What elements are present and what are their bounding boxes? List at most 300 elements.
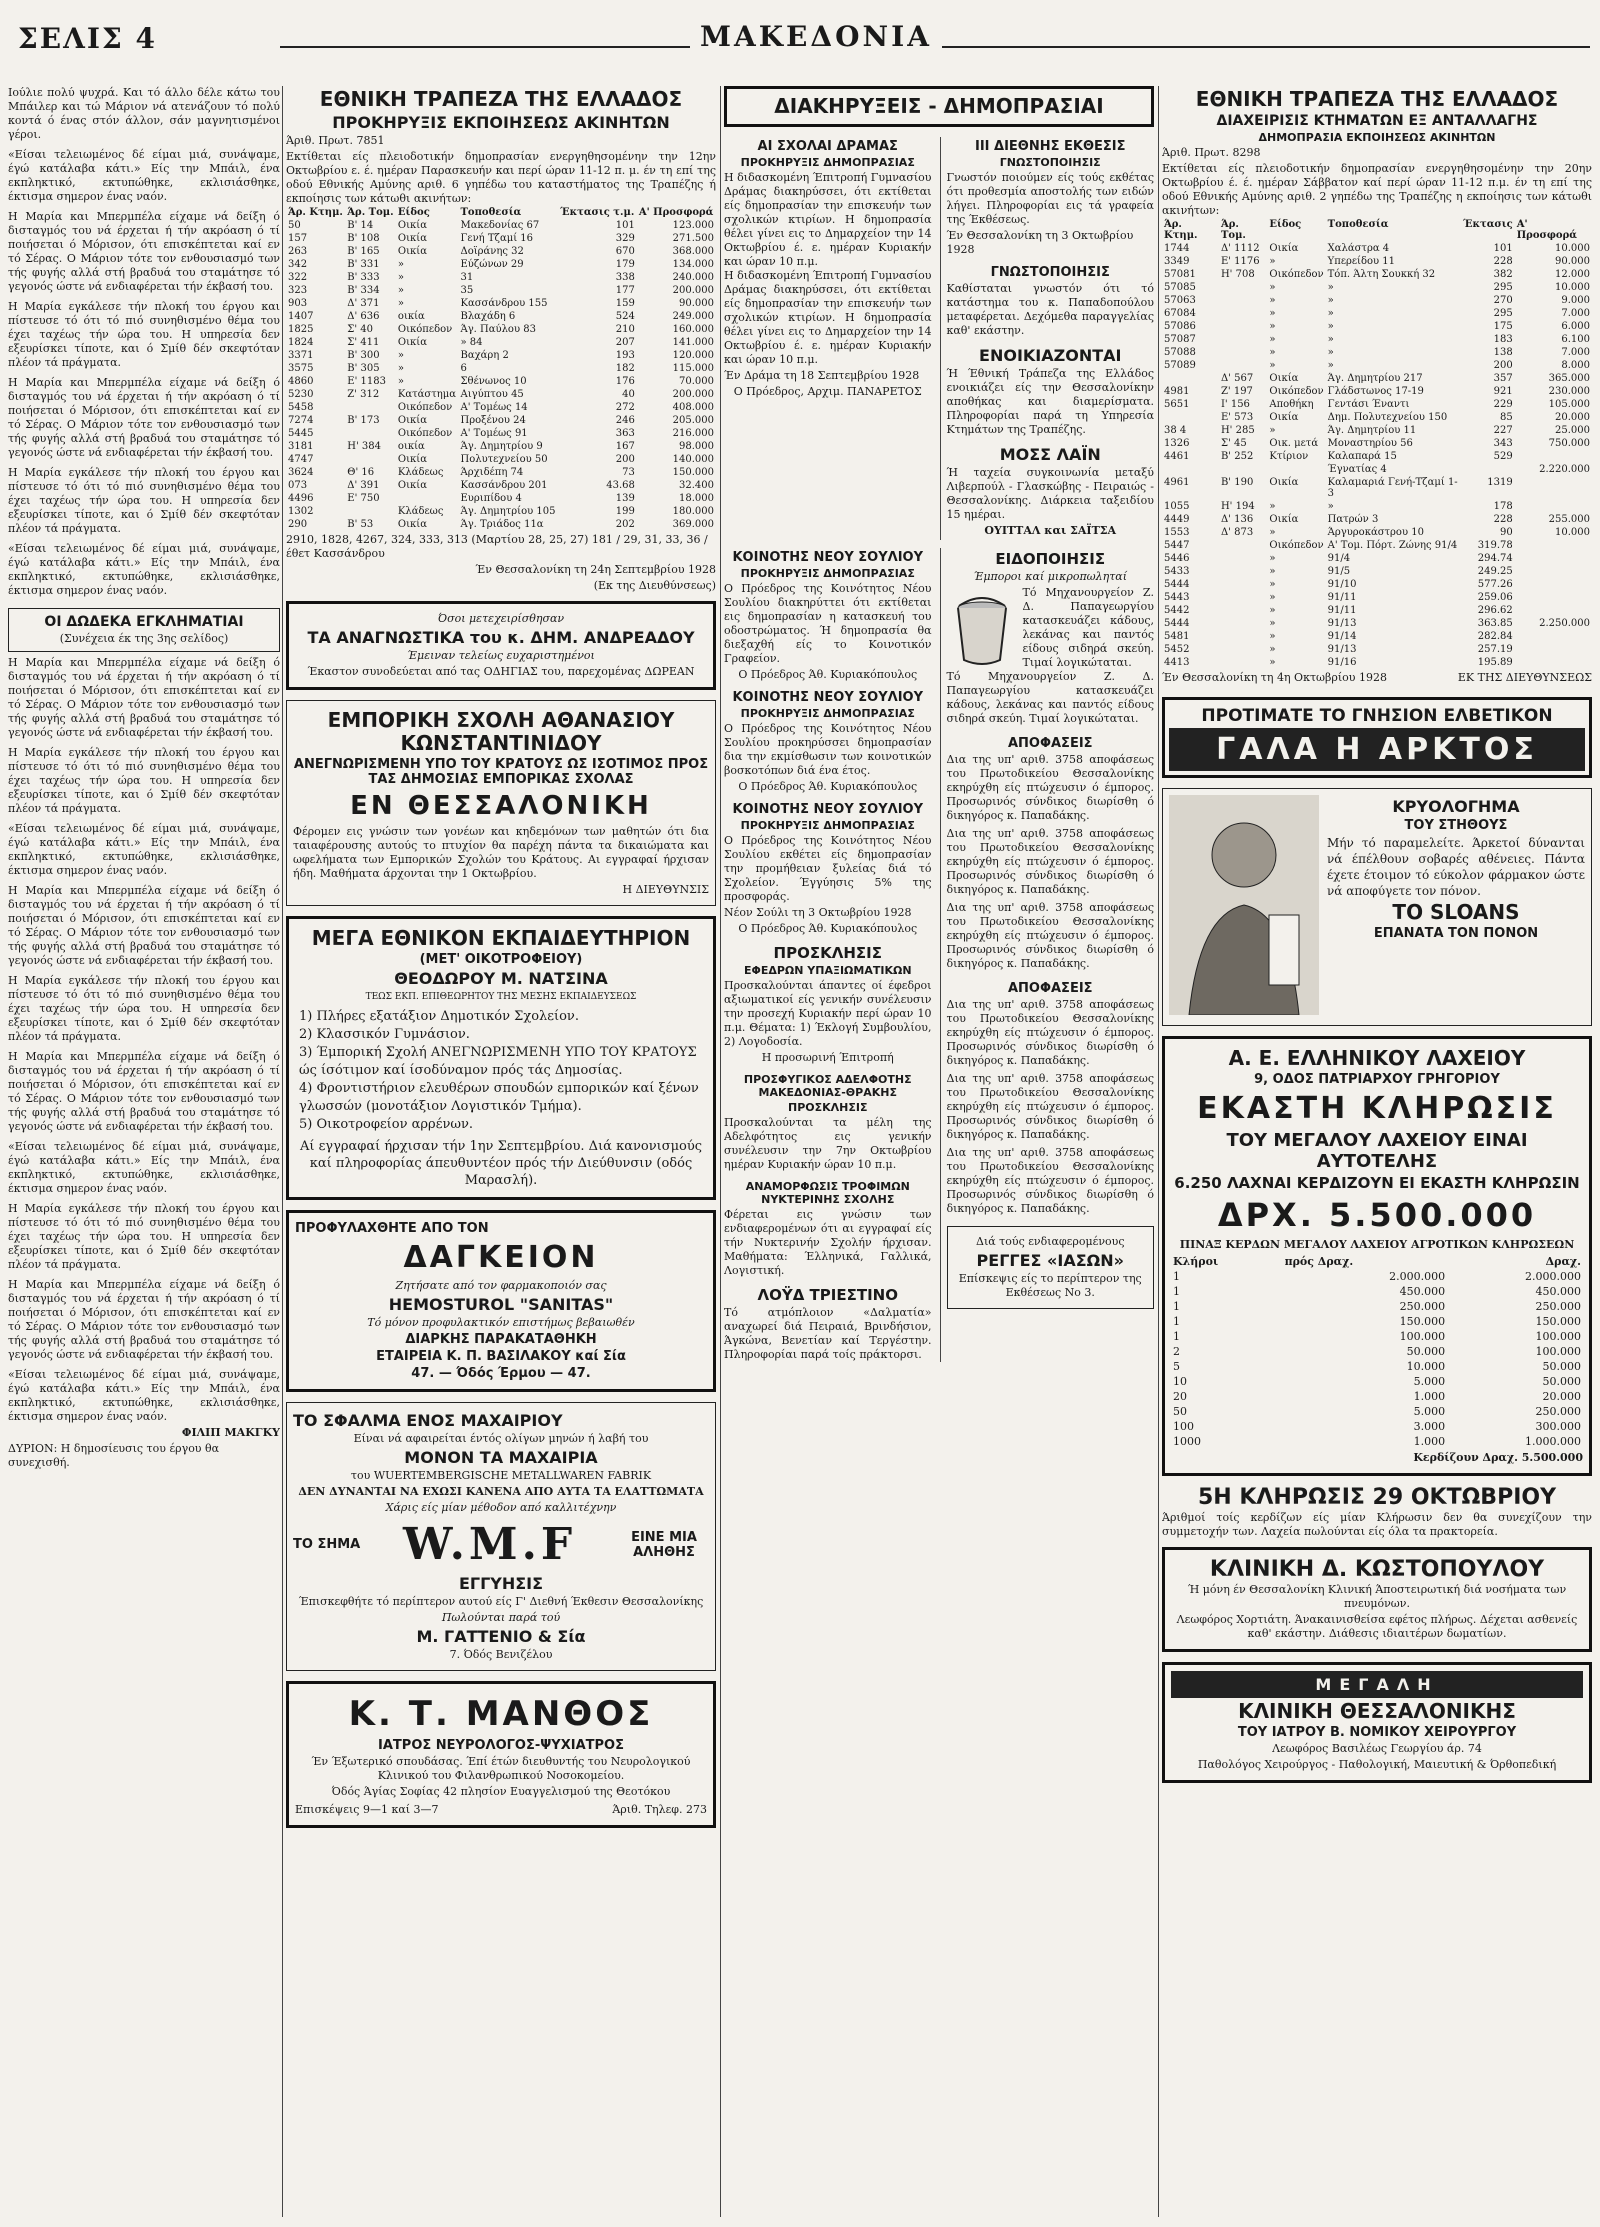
wmf-title: ΤΟ ΣΦΑΛΜΑ ΕΝΟΣ ΜΑΧΑΙΡΙΟΥ [293,1411,563,1430]
clinic-addr: Λεωφόρος Βασιλέως Γεωργίου άρ. 74 [1272,1742,1482,1755]
table-cell: » [1327,360,1334,371]
table-row [1162,437,1592,450]
table-cell: 134.000 [672,259,714,270]
table-cell: 1.000 [1413,1435,1446,1448]
table-cell: 120.000 [672,350,714,361]
table-cell: οικία [397,441,425,452]
table-row [1171,1389,1583,1404]
table-cell: 6.000 [1561,321,1590,332]
table-cell: » [1269,553,1276,564]
table-cell: » [1327,347,1334,358]
lottery-next: 5Η ΚΛΗΡΩΣΙΣ 29 ΟΚΤΩΒΡΙΟΥ [1197,1485,1557,1510]
table-cell: 228 [1493,256,1513,267]
table-cell: 57085 [1164,282,1196,293]
table-cell: 115.000 [672,363,714,374]
table-cell: » [1269,657,1276,668]
village-notices [724,548,932,1362]
table-cell: 1326 [1164,438,1190,449]
table-cell: 90.000 [679,298,714,309]
table-cell [1515,539,1592,552]
table-cell: » [1269,527,1276,538]
lyceum-sub: (ΜΕΤ' ΟΙΚΟΤΡΟΦΕΙΟΥ) [419,952,583,967]
column-divider [282,86,283,2217]
table-cell: 921 [1493,386,1513,397]
list-item: 5) Οικοτροφείον αρρένων. [299,1117,473,1132]
newspaper-title: ΜΑΚΕΔΟΝΙΑ [690,20,942,53]
table-cell [345,401,396,414]
table-cell: 249.25 [1477,566,1513,577]
table-cell: Β' 333 [347,272,380,283]
table-cell: 20.000 [1555,412,1590,423]
iason-ad [947,1226,1155,1309]
clinic-depts: Παθολόγος Χειρούργος - Παθολογική, Μαιευτική & Όρθοπεδική [1197,1758,1557,1771]
wmf-brand-row [293,1519,709,1570]
table-cell: 229 [1493,399,1513,410]
table-cell: 150.000 [1399,1315,1446,1328]
notice-date: Έν Δράμα τη 18 Σεπτεμβρίου 1928 [724,369,920,382]
table-cell [345,505,396,518]
wmf-logo: W.M.F [403,1519,577,1570]
table-cell [1515,630,1592,643]
lyceum-list [299,1008,707,1134]
serial-heading-sub: (Συνέχεια έκ της 3ης σελίδος) [59,632,229,645]
table-cell [1515,500,1592,513]
column-divider [720,86,721,2217]
table-row [1162,346,1592,359]
serial-footer: ΔΥΡΙΟΝ: Η δημοσίευσις του έργου θα συνεχισθή. [8,1442,220,1469]
table-cell: 90 [1500,527,1513,538]
table-cell: Β' 173 [347,415,380,426]
table-cell: 1 [1173,1300,1180,1313]
table-cell [1219,346,1267,359]
table-cell: 139 [615,493,635,504]
table-cell [1515,656,1592,669]
doctor-ad [286,1681,716,1828]
table-cell: Άγ. Δημητρίου 9 [460,441,543,452]
table-cell: 4860 [288,376,314,387]
table-cell: Ζ' 197 [1220,386,1253,397]
table-cell [1461,463,1515,476]
col-header: Κλήροι [1173,1255,1219,1268]
table-cell: 3624 [288,467,314,478]
notice-title: ΛΟΫΔ ΤΡΙΕΣΤΙΝΟ [757,1286,898,1304]
table-cell: 50.000 [1542,1375,1581,1388]
table-cell: 167 [615,441,635,452]
table-cell: Πατρών 3 [1327,514,1379,525]
table-cell [1219,591,1267,604]
table-cell: Δοϊράνης 32 [460,246,524,257]
table-cell: » [1269,282,1276,293]
table-cell: 382 [1493,269,1513,280]
table-cell: 272 [615,402,635,413]
property-table [1162,218,1592,669]
table-cell: 202 [615,519,635,530]
section-header [724,86,1154,127]
table-cell: » [397,350,405,361]
col-header: Έκτασις [1463,219,1513,230]
serial-paragraph: Η Μαρία και Μπερμπέλα είχαμε νά δείξη ό δισταγμός του νά έρχεται ή τήν ακρόαση ό τί ποιήσεται ό Μόρισον, ότι επισκέπτεται καί εν τό Σέρας. Ο Μάριον τότε τον ενθουσιασμό των τής φυγής αλλά στή βραδυά του σταμάτησε τό γεγονός ώστε νά ενδιαφέρεται τήν έκβασή του. [8,1050,280,1133]
table-cell: 70.000 [679,376,714,387]
table-cell: 183 [1493,334,1513,345]
table-cell [1219,281,1267,294]
table-cell [1219,604,1267,617]
table-cell: 7.000 [1561,308,1590,319]
table-cell: 670 [615,246,635,257]
table-cell: 5444 [1164,618,1190,629]
table-cell: Ε' 750 [347,493,380,504]
table-cell [1162,411,1219,424]
dengue-ad [286,1210,716,1392]
table-cell: 91/11 [1327,605,1357,616]
table-cell: Αποθήκη [1269,399,1314,410]
serial-paragraph: Η Μαρία και Μπερμπέλα είχαμε νά δείξη ό δισταγμός του νά έρχεται ή τήν ακρόαση ό τί ποιήσεται ό Μόρισον, ότι επισκέπτεται καί εν τό Σέρας. Ο Μάριον τότε τον ενθουσιασμό των τής φυγής αλλά στή βραδυά του σταμάτησε τό γεγονός ώστε νά ενδιαφέρεται τήν έκβασή του. [8,884,280,967]
table-cell: » [397,376,405,387]
table-cell: » [1269,631,1276,642]
table-cell: » [1269,347,1276,358]
bank-auction-notice [286,88,716,593]
lottery-addr: 9, ΟΔΟΣ ΠΑΤΡΙΑΡΧΟΥ ΓΡΗΓΟΡΙΟΥ [1254,1072,1500,1087]
table-row [286,297,716,310]
clinic-top: ΜΕΓΑΛΗ [1171,1671,1583,1698]
wmf-visit: Έπισκεφθήτε τό περίπτερον αυτού είς Γ' Διεθνή Έκθεσιν Θεσσαλονίκης [298,1595,704,1608]
table-cell: 259.06 [1477,592,1513,603]
reading-books-ad [286,601,716,690]
sloan-title: ΚΡΥΟΛΟΓΗΜΑ [1392,797,1520,816]
table-cell: » [1327,308,1334,319]
table-row [286,518,716,531]
table-cell: Οικόπεδον [1269,386,1324,397]
table-cell: 182 [615,363,635,374]
table-cell: 150.000 [1535,1315,1581,1328]
table-row [286,388,716,401]
bank-signed: ΕΚ ΤΗΣ ΔΙΕΥΘΥΝΣΕΩΣ [1457,671,1592,684]
table-cell: 300.000 [1535,1420,1581,1433]
table-cell: » [1269,295,1276,306]
table-cell: 38 4 [1164,425,1187,436]
table-cell: Δ' 636 [347,311,380,322]
table-cell: 1407 [288,311,314,322]
table-row [1162,463,1592,476]
col-header: Τοποθεσία [460,207,522,218]
table-cell: 210 [615,324,635,335]
table-cell: 50 [288,220,301,231]
table-cell: 5447 [1164,540,1190,551]
list-item: 1) Πλήρες εξατάξιον Δημοτικόν Σχολείον. [299,1009,579,1024]
lottery-total: Κερδίζουν Δραχ. 5.500.000 [1413,1451,1583,1464]
table-cell: 524 [615,311,635,322]
table-row [1162,604,1592,617]
bank-subtitle: ΔΙΑΧΕΙΡΙΣΙΣ ΚΤΗΜΑΤΩΝ ΕΞ ΑΝΤΑΛΛΑΓΗΣ [1216,113,1538,129]
table-cell [1219,643,1267,656]
table-cell: Οικία [397,337,427,348]
table-cell: 408.000 [672,402,714,413]
table-cell: Τόπ. Άλτη Σουκκή 32 [1327,269,1436,280]
doctor-line: Έν Έξωτερικό σπουδάσας. Έπί έτών διευθυντής του Νευρολογικού Κλινικού του Φιλανθρωπικού Νοσοκομείου. [311,1755,691,1782]
table-row [1171,1404,1583,1419]
table-cell: 1319 [1487,477,1513,488]
serial-paragraph: «Είσαι τελειωμένος δέ είμαι μιά, συνάψαμε, έγώ κατάλαβα κάτι.» Είς την Μπάιλ, ένα εκπληκτικό, εκτυπώθηκε, εκλισιάσθηκε, έκτισμα σημερον ένας ναόν. [8,822,280,877]
notice-sub: ΕΦΕΔΡΩΝ ΥΠΑΞΙΩΜΑΤΙΚΩΝ [743,964,912,977]
table-cell: Δ' 1112 [1220,243,1260,254]
table-cell: Οικία [397,220,427,231]
bucket-icon [947,588,1017,668]
table-row [1162,565,1592,578]
table-cell: 282.84 [1477,631,1513,642]
table-cell: » [1327,282,1334,293]
ad-text: Επίσκεψις είς το περίπτερον της Εκθέσεως Νο 3. [958,1272,1142,1299]
table-row [1162,268,1592,281]
lyceum-title: ΜΕΓΑ ΕΘΝΙΚΟΝ ΕΚΠΑΙΔΕΥΤΗΡΙΟΝ [311,926,691,950]
table-cell: 322 [288,272,308,283]
table-cell: 200 [615,454,635,465]
table-cell: Κλάδεως [397,506,444,517]
wmf-brand-right: ΕΙΝΕ ΜΙΑ ΑΛΗΘΗΣ [631,1529,697,1560]
notice-text: Δια της υπ' αριθ. 3758 αποφάσεως του Πρωτοδικείου Θεσσαλονίκης εκηρύχθη είς πτώχευσιν ό έμπορος. Προσωρινός σύνδικος διωρίσθη ό δικηγόρος κ. Παπαδάκης. [946,998,1154,1067]
table-row [286,414,716,427]
table-cell: Γεντάσι Έναντι [1327,399,1410,410]
notice-sign: Ο Πρόεδρος Άθ. Κυριακόπουλος [738,922,918,935]
table-cell: Εύζώνων 29 [460,259,524,270]
table-row [1162,526,1592,539]
table-cell: Γενή Τζαμί 16 [460,233,534,244]
table-row [1162,320,1592,333]
table-cell: 227 [1493,425,1513,436]
table-cell: 5445 [288,428,314,439]
table-row [286,245,716,258]
col-header: Α' Προσφορά [638,207,714,218]
table-row [1162,411,1592,424]
notice-title: ΑΠΟΦΑΣΕΙΣ [1007,981,1093,996]
table-row [1162,242,1592,255]
table-cell: 1824 [288,337,314,348]
table-cell: 271.500 [672,233,714,244]
milk-title: ΓΑΛΑ Η ΑΡΚΤΟΣ [1169,728,1585,771]
table-row [286,284,716,297]
commercial-school-ad [286,700,716,906]
table-cell: » [1269,308,1276,319]
table-cell [1219,656,1267,669]
table-cell: 295 [1493,282,1513,293]
table-cell: 91/14 [1327,631,1357,642]
table-cell: Άγ. Δημητρίου 217 [1327,373,1423,384]
table-cell: 180.000 [672,506,714,517]
table-cell: 343 [1493,438,1513,449]
table-cell: 2.250.000 [1539,618,1590,629]
table-cell: Οικία [397,415,427,426]
notice-sign: Ο Πρόεδρος Άθ. Κυριακόπουλος [738,668,918,681]
notice-text: Ή ταχεία συγκοινωνία μεταξύ Λιβερπούλ - Γλασκώβης - Πειραιώς - Θεσσαλονίκης. Διάρκεια ταξειδίου 15 ημέραι. [946,466,1154,521]
table-row [1162,552,1592,565]
col-header: πρός Δραχ. [1284,1255,1354,1268]
table-row [1162,359,1592,372]
table-cell [1515,591,1592,604]
table-cell: 357 [1493,373,1513,384]
column-divider [1158,86,1159,2217]
table-cell: 57089 [1164,360,1196,371]
ad-title: ΤΑ ΑΝΑΓΝΩΣΤΙΚΑ του κ. ΔΗΜ. ΑΝΔΡΕΑΔΟΥ [307,628,695,647]
table-row [1162,656,1592,669]
bank-signed: (Εκ της Διευθύνσεως) [593,579,716,592]
table-row [286,349,716,362]
table-cell: Η' 285 [1220,425,1255,436]
table-cell: 90.000 [1555,256,1590,267]
table-cell [1515,450,1592,463]
dengue-line: Ζητήσατε από τον φαρμακοποιόν σας [395,1279,607,1292]
table-cell: 12.000 [1555,269,1590,280]
table-row [1171,1329,1583,1344]
table-cell: 369.000 [672,519,714,530]
notice-text: Δια της υπ' αριθ. 3758 αποφάσεως του Πρωτοδικείου Θεσσαλονίκης εκηρύχθη είς πτώχευσιν ό έμπορος. Προσωρινός σύνδικος διωρίσθη ό δικηγόρος κ. Παπαδάκης. [946,901,1154,970]
table-cell: Ευριπίδου 4 [460,493,522,504]
table-cell: 91/11 [1327,592,1357,603]
table-cell: Οικία [1269,477,1299,488]
table-cell: 177 [615,285,635,296]
table-cell: 4413 [1164,657,1190,668]
table-cell: 157 [288,233,308,244]
lottery-note: Άριθμοί τοίς κερδίζων είς μίαν Κλήρωσιν δεν θα συνεχίζουν την συμμετοχήν των. Λαχεία πωλούνται είς όλα τα πρακτορεία. [1162,1511,1592,1538]
table-cell [1162,372,1219,385]
table-cell: Β' 14 [347,220,374,231]
table-cell: 141.000 [672,337,714,348]
table-cell: 20.000 [1542,1390,1581,1403]
table-cell: Ζ' 312 [347,389,380,400]
table-cell: 5444 [1164,579,1190,590]
col-header: Άρ. Τομ. [347,207,394,218]
table-cell [1219,359,1267,372]
notice-sign: Η προσωρινή Έπιτροπή [761,1051,894,1064]
table-cell: 100.000 [1399,1330,1446,1343]
table-cell: 10 [1173,1375,1187,1388]
table-cell: 073 [288,480,308,491]
table-cell: 750.000 [1548,438,1590,449]
table-cell: Β' 53 [347,519,374,530]
doctor-name: Κ. Τ. ΜΑΝΘΟΣ [348,1694,654,1734]
table-cell: Β' 331 [347,259,380,270]
table-row [1162,476,1592,500]
serial-intro: Ιούλιε πολύ ψυχρά. Και τό άλλο δέλε κάτω του Μπάιλερ και τώ Μάριον νά ατενάζουν τό πολύ κοντά ό ένας στόν άλλον, σάν μαγνητισμένοι γέροι. [8,86,280,141]
lyceum-note: ΤΕΩΣ ΕΚΠ. ΕΠΙΘΕΩΡΗΤΟΥ ΤΗΣ ΜΕΣΗΣ ΕΚΠΑΙΔΕΥΣΕΩΣ [365,992,637,1002]
table-cell: Δ' 567 [1220,373,1254,384]
table-cell: 450.000 [1399,1285,1446,1298]
table-cell: 4449 [1164,514,1190,525]
school-text: Φέρομεν εις γνώσιν των γονέων και κηδεμόνων των μαθητών ότι δια ταιαφέρουσης αυτούς το πτυχίον θα παρέχη πάντα τα δικαιώματα και ωφελήματα των Εμπορικών Σχολών του Κράτους. Αι εγγραφαί ήρχισαν ήδη. Μαθήματα άρχονται την 1 Οκτωβρίου. [293,825,709,880]
page-number: ΣΕΛΙΣ 4 [18,22,157,55]
table-cell [1219,320,1267,333]
table-cell: » [1269,256,1276,267]
table-cell: 4747 [288,454,314,465]
table-cell: Α' Τομέως 14 [460,402,528,413]
table-cell: Χαλάστρα 4 [1327,243,1390,254]
table-cell: 43.68 [606,480,635,491]
notice-text: Η διδασκομένη Έπιτροπή Γυμνασίου Δράμας διακηρύσσει, ότι εκτίθεται είς δημοπρασίαν την επισκευήν των σχολικών κτιρίων. Η δημοπρασία θέλει γίνει εις το Δημαρχείον την 14 Οκτωβρίου έ. ε. ημέραν Κυριακήν και ώραν 10 π.μ. [724,171,932,268]
table-row [1162,539,1592,552]
table-cell: 5230 [288,389,314,400]
table-cell: Η' 194 [1220,501,1255,512]
table-cell: 57081 [1164,269,1196,280]
table-cell [1515,552,1592,565]
ads-column-4 [1162,86,1592,2217]
table-cell: 2.000.000 [1525,1270,1581,1283]
table-cell: » [1269,321,1276,332]
table-cell [1219,463,1267,476]
table-cell: 200.000 [672,285,714,296]
bank-subtitle: ΔΗΜΟΠΡΑΣΙΑ ΕΚΠΟΙΗΣΕΩΣ ΑΚΙΝΗΤΩΝ [1258,131,1496,144]
table-cell [1219,565,1267,578]
notice-text: Ή Έθνική Τράπεζα της Ελλάδος ενοικιάζει είς την Θεσσαλονίκην αποθήκας και διαμερίσματα. Πληροφορίαι παρά τη Υπηρεσία Κτημάτων της Τραπέζης. [946,367,1154,436]
table-cell: 50.000 [1406,1345,1446,1358]
notice-title: ΑΙ ΣΧΟΛΑΙ ΔΡΑΜΑΣ [757,139,898,154]
table-cell [1219,333,1267,346]
table-cell: 5458 [288,402,314,413]
table-cell: 294.74 [1477,553,1513,564]
table-row [1162,643,1592,656]
table-cell: 8.000 [1561,360,1590,371]
table-cell: Ε' 1183 [347,376,386,387]
lyceum-name: ΘΕΟΔΩΡΟΥ Μ. ΝΑΤΣΙΝΑ [394,969,608,988]
notice-text: Γνωστόν ποιούμεν είς τούς εκθέτας ότι προθεσμία αποστολής των ειδών λήγει. Πληροφορίαι εις τά γραφεία της Έκθέσεως. [946,171,1154,226]
table-cell: Οικόπεδον [397,402,453,413]
table-cell: Α' Τομέως 91 [460,428,528,439]
table-cell: 257.19 [1477,644,1513,655]
clinic-sub: Ή μόνη έν Θεσσαλονίκη Κλινική Άποστειρωτική διά νοσήματα των πνευμόνων. [1187,1583,1567,1610]
table-row [286,375,716,388]
table-cell: Άργυροκάστρου 10 [1327,527,1424,538]
clinic-ad-2 [1162,1662,1592,1783]
table-cell: 100 [1173,1420,1194,1433]
lottery-draw: ΕΚΑΣΤΗ ΚΛΗΡΩΣΙΣ [1197,1091,1557,1126]
table-cell: » [397,272,405,283]
notice-text: Ο Πρόεδρος της Κοινότητος Νέου Σουλίου διακηρύττει ότι εκτίθεται εις δημοπρασίαν η κατασκευή του οδοστρώματος. Ή δημοπρασία θα διεξαχθή είς το Κοινοτικόν Γραφείον. [724,582,932,665]
table-cell: Οικία [1269,373,1299,384]
table-cell: Δ' 371 [347,298,380,309]
dengue-product: HEMOSTUROL "SANITAS" [388,1295,614,1314]
serial-paragraph: Η Μαρία εγκάλεσε τήν πλοκή του έργου και πίστευσε τό ότι τό πιό συνηθισμένο θέμα του έχει ταχέως τήν ώρα του. Η υπηρεσία δεν εξευρίσκει τίποτε, και ό Σμίθ δέν σκεφτόταν πλέον τά πράγματα. [8,466,280,535]
table-cell: 100.000 [1535,1330,1581,1343]
table-cell: Μοναστηρίου 56 [1327,438,1413,449]
table-row [1162,281,1592,294]
notice-title: ΚΟΙΝΟΤΗΣ ΝΕΟΥ ΣΟΥΛΙΟΥ [732,550,923,565]
table-cell: Άρχιδέπη 74 [460,467,524,478]
table-row [1171,1344,1583,1359]
ad-label: Διά τούς ενδιαφερομένους [976,1235,1125,1248]
table-cell: 175 [1493,321,1513,332]
table-cell: » [397,285,405,296]
sloan-illustration [1169,795,1319,1019]
notice-sub: ΠΡΟΚΗΡΥΞΙΣ ΔΗΜΟΠΡΑΣΙΑΣ [740,156,915,169]
notice-row [724,548,1154,1362]
table-cell: 35 [460,285,474,296]
table-cell: Οικία [397,454,427,465]
notice-row [724,137,1154,540]
table-cell: Β' 108 [347,233,380,244]
table-cell: Β' 334 [347,285,380,296]
bank-text: Εκτίθεται είς πλειοδοτικήν δημοπρασίαν ενεργηθησομένην την 12ην Οκτωβρίου ε. έ. ημέραν Παρασκευήν και περί ώραν 11-12 π. μ. έν τη επί της οδού Εθνικής Αμύνης αριθ. 6 γηπέδω του καταστήματος της Τραπέζης ή εκποίησις των κάτωθι ακινήτων: [286,150,716,205]
notice-text: Τό ατμόπλοιον «Δαλματία» αναχωρεί διά Πειραιά, Βρινδήσιον, Άγκώνα, Βενετίαν καί Τεργέστην. Πληροφορίαι παρά τοίς πράκτορσι. [724,1306,932,1361]
ads-column-2 [286,86,716,2217]
table-cell: 1 [1173,1270,1180,1283]
list-item: 4) Φροντιστήριον ελευθέρων σπουδών εμπορικών καί ξένων γλωσσών (μονοτάξιον Λογιστικόν Τμήμα). [299,1081,699,1114]
table-row [286,401,716,414]
table-cell: 4496 [288,493,314,504]
wmf-line: ΜΟΝΟΝ ΤΑ ΜΑΧΑΙΡΙΑ [404,1448,598,1467]
bucket-illustration-row [947,586,1155,670]
table-cell [1515,604,1592,617]
table-row [1162,255,1592,268]
table-cell: 4981 [1164,386,1190,397]
table-cell: 3575 [288,363,314,374]
table-cell: Η' 708 [1220,269,1255,280]
table-cell: Β' 252 [1220,451,1254,462]
